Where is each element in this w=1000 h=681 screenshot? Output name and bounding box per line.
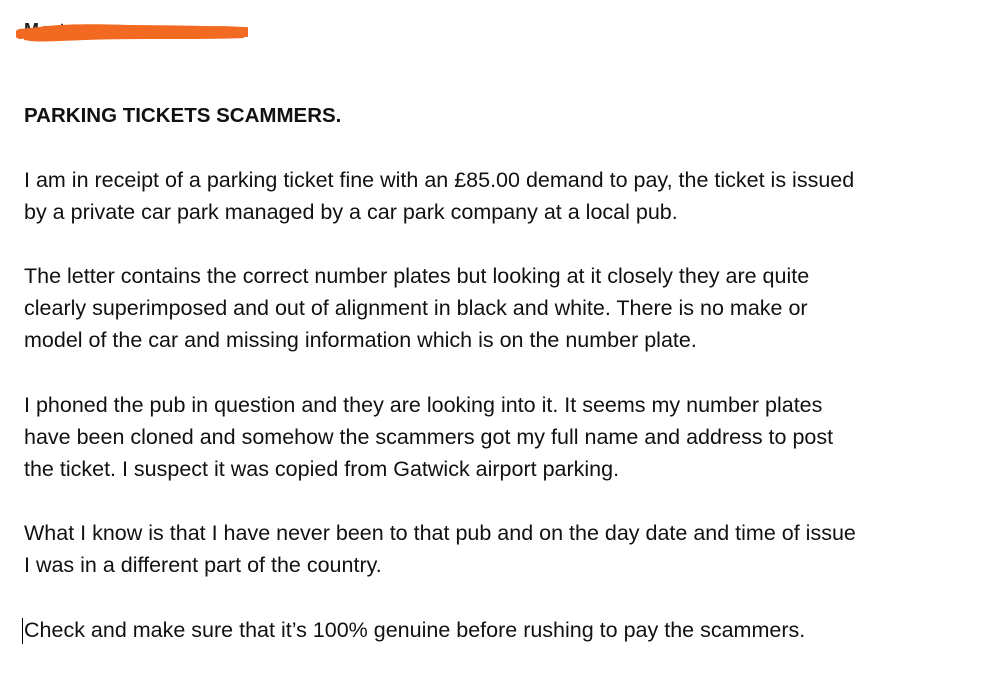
document-title: PARKING TICKETS SCAMMERS. xyxy=(24,104,342,127)
redacted-header xyxy=(16,14,248,44)
paragraph-2: The letter contains the correct number plates but looking at it closely they are quite clearly superimposed and out of alignment in black and white. There is no make or model of the car and missing information which is on the number plate. xyxy=(24,264,810,352)
paragraph-5: Check and make sure that it’s 100% genuine before rushing to pay the scammers. xyxy=(24,618,806,642)
text-cursor[interactable] xyxy=(22,618,23,644)
redaction-scribble xyxy=(16,14,248,44)
paragraph-3: I phoned the pub in question and they are looking into it. It seems my number plates have been cloned and somehow the scammers got my full name and address to post the ticket. I suspect it was copied from Gatwick airport parking. xyxy=(24,393,834,481)
paragraph-4: What I know is that I have never been to that pub and on the day date and time of issue I was in a different part of the country. xyxy=(24,521,856,577)
paragraph-1: I am in receipt of a parking ticket fine with an £85.00 demand to pay, the ticket is issued by a private car park managed by a car park company at a local pub. xyxy=(24,168,855,224)
